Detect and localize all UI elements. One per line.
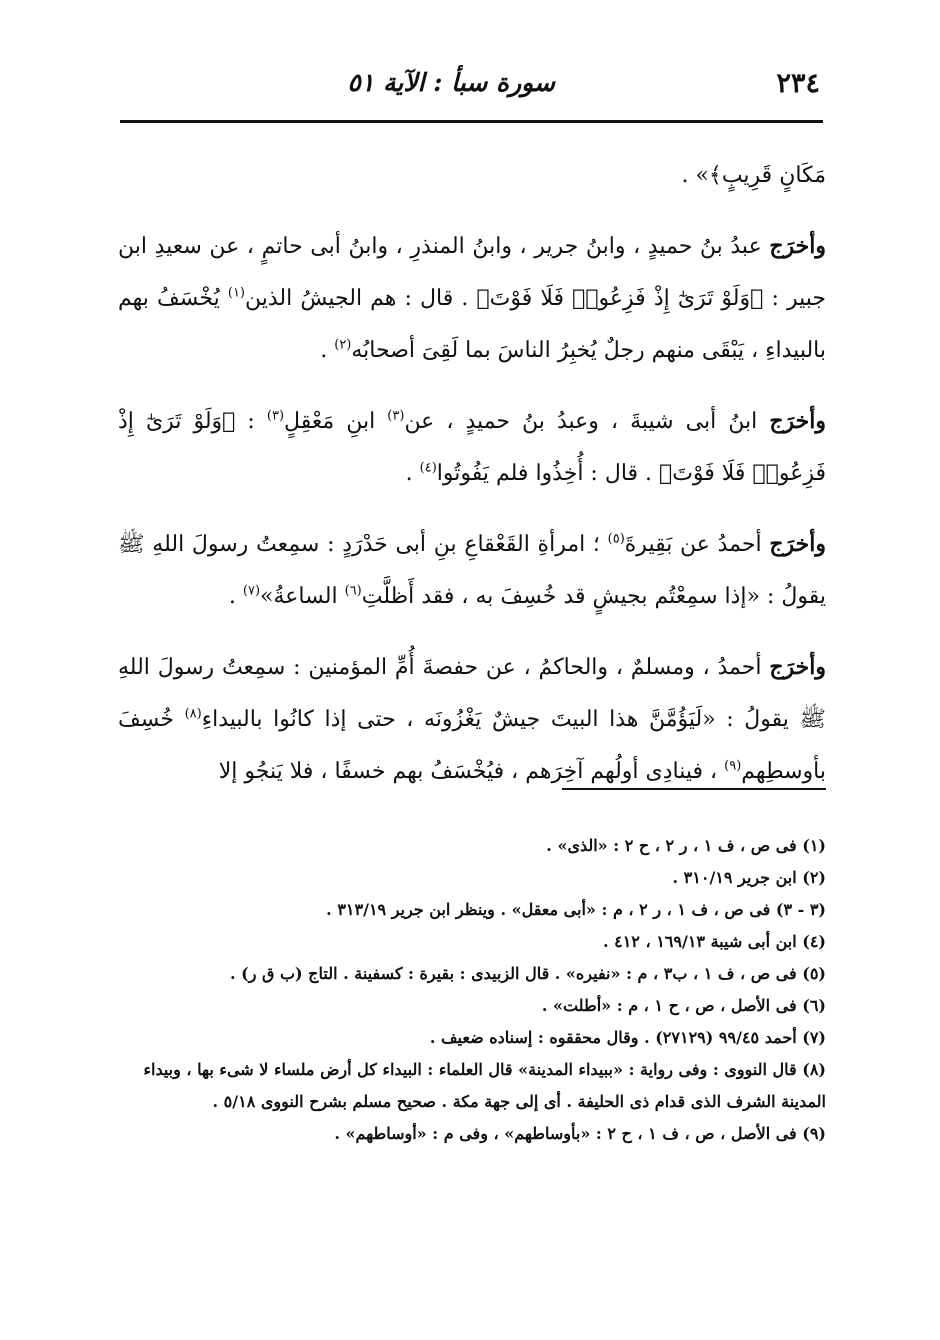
footnote-ref: (٨) bbox=[184, 706, 202, 722]
paragraph-lead: وأخرَج bbox=[769, 233, 826, 259]
footnote-ref: (٣) bbox=[266, 408, 285, 424]
footnote-ref: (٤) bbox=[419, 460, 437, 476]
paragraph-text: . bbox=[228, 584, 243, 609]
page-number: ٢٣٤ bbox=[776, 68, 820, 99]
paragraph bbox=[118, 150, 826, 202]
footnote-ref: (٦) bbox=[344, 583, 362, 599]
paragraph-text: خُسِفَ بأوسطِهم bbox=[118, 707, 826, 784]
page-header bbox=[120, 62, 820, 112]
footnote: (٧) أحمد ٩٩/٤٥ (٢٧١٢٩) . وقال محققوه : إسناده ضعيف . bbox=[429, 1028, 826, 1047]
paragraph-text: عبدُ بنُ حميدٍ ، وابنُ جرير ، وابنُ المنذرِ ، وابنُ أبى حاتمٍ ، عن سعيدِ ابن جبير : ﴿وَلَوْ تَرَىٰٓ إِذْ فَزِعُوا۟ فَلَا فَوْتَ﴾ . قال : هم الجيشُ الذين bbox=[118, 234, 826, 311]
paragraph-text: أحمدُ عن بَقِيرةَ bbox=[624, 532, 770, 557]
footnote-ref: (١) bbox=[227, 285, 245, 301]
paragraph-text: ابنُ أبى شيبةَ ، وعبدُ بنُ حميدٍ ، عن bbox=[404, 409, 770, 434]
paragraph-lead: وأخرَج bbox=[769, 531, 826, 557]
footnote: (٢) ابن جرير ٣١٠/١٩ . bbox=[672, 868, 826, 887]
header-rule bbox=[120, 120, 823, 123]
paragraph-text: مَكَانٍ قَرِيبٍ﴾» . bbox=[681, 163, 826, 188]
footnote: (٥) فى ص ، ف ١ ، ب٣ ، م : «نفيره» . قال الزبيدى : بقيرة : كسفينة . التاج (ب ق ر) . bbox=[229, 964, 826, 983]
paragraph bbox=[118, 641, 826, 798]
footnote: (١) فى ص ، ف ١ ، ر ٢ ، ح ٢ : «الذى» . bbox=[546, 836, 826, 855]
footnote: (٩) فى الأصل ، ص ، ف ١ ، ح ٢ : «بأوساطهم» ، وفى م : «أوساطهم» . bbox=[334, 1124, 826, 1143]
paragraph-lead: وأخرَج bbox=[769, 408, 826, 434]
paragraph bbox=[118, 220, 826, 377]
footnote-rule bbox=[562, 788, 826, 790]
paragraph-text: أحمدُ ، ومسلمٌ ، والحاكمُ ، عن حفصةَ أُمِّ المؤمنين : سمِعتُ رسولَ اللهِ ﷺ يقولُ : «لَيَؤُمَّنَّ هذا البيتَ جيشٌ يَغْزُونَه ، حتى إذا كانُوا بالبيداءِ bbox=[118, 655, 826, 732]
running-title: سورة سبأ : الآية ٥١ bbox=[347, 68, 555, 97]
footnotes bbox=[118, 830, 826, 1150]
footnote-ref: (٣) bbox=[387, 408, 405, 424]
paragraph-lead: وأخرَج bbox=[769, 654, 826, 680]
footnote: (٤) ابن أبى شيبة ١٦٩/١٣ ، ٤١٢ . bbox=[602, 932, 826, 951]
paragraph-text: ابنِ مَعْقِلٍ bbox=[284, 409, 388, 434]
paragraph-text: . bbox=[320, 338, 335, 363]
footnote: (٦) فى الأصل ، ص ، ح ١ ، م : «أطلت» . bbox=[541, 996, 826, 1015]
paragraph-text: : ﴿وَلَوْ تَرَىٰٓ إِذْ فَزِعُوا۟ فَلَا فَوْتَ﴾ . قال : أُخِذُوا فلم يَفُوتُوا bbox=[118, 409, 826, 486]
footnote-ref: (٥) bbox=[607, 531, 625, 547]
paragraph-text: ، فينادِى أولُهم آخِرَهم ، فيُخْسَفُ بهم خسفًا ، فلا يَنجُو إلا bbox=[218, 759, 725, 784]
footnote: (٣ - ٣) فى ص ، ف ١ ، ر ٢ ، م : «أبى معقل» . وينظر ابن جرير ٣١٣/١٩ . bbox=[326, 900, 826, 919]
main-text bbox=[118, 150, 826, 816]
paragraph-text: ؛ امرأةِ القَعْقاعِ بنِ أبى حَدْرَدٍ : سمِعتُ رسولَ اللهِ ﷺ يقولُ : «إذا سمِعْتُم بجيشٍ قد خُسِفَ به ، فقد أَظلَّتِ bbox=[118, 532, 826, 609]
footnote-ref: (٩) bbox=[724, 758, 742, 774]
footnote: (٨) قال النووى : وفى رواية : «ببيداء المدينة» قال العلماء : البيداء كل أرض ملساء لا شىء بها ، وبيداء المدينة الشرف الذى قدام ذى الحليفة . أى إلى جهة مكة . صحيح مسلم بشرح النووى ٥/١٨ . bbox=[143, 1060, 826, 1111]
paragraph bbox=[118, 518, 826, 623]
footnote-ref: (٢) bbox=[334, 337, 352, 353]
paragraph-text: يُخْسَفُ بهم بالبيداءِ ، يَبْقَى منهم رجلٌ يُخبِرُ الناسَ بما لَقِىَ أصحابُه bbox=[118, 286, 826, 363]
paragraph-text: الساعةُ» bbox=[260, 584, 345, 609]
paragraph bbox=[118, 395, 826, 500]
paragraph-text: . bbox=[405, 461, 420, 486]
footnote-ref: (٧) bbox=[242, 583, 261, 599]
